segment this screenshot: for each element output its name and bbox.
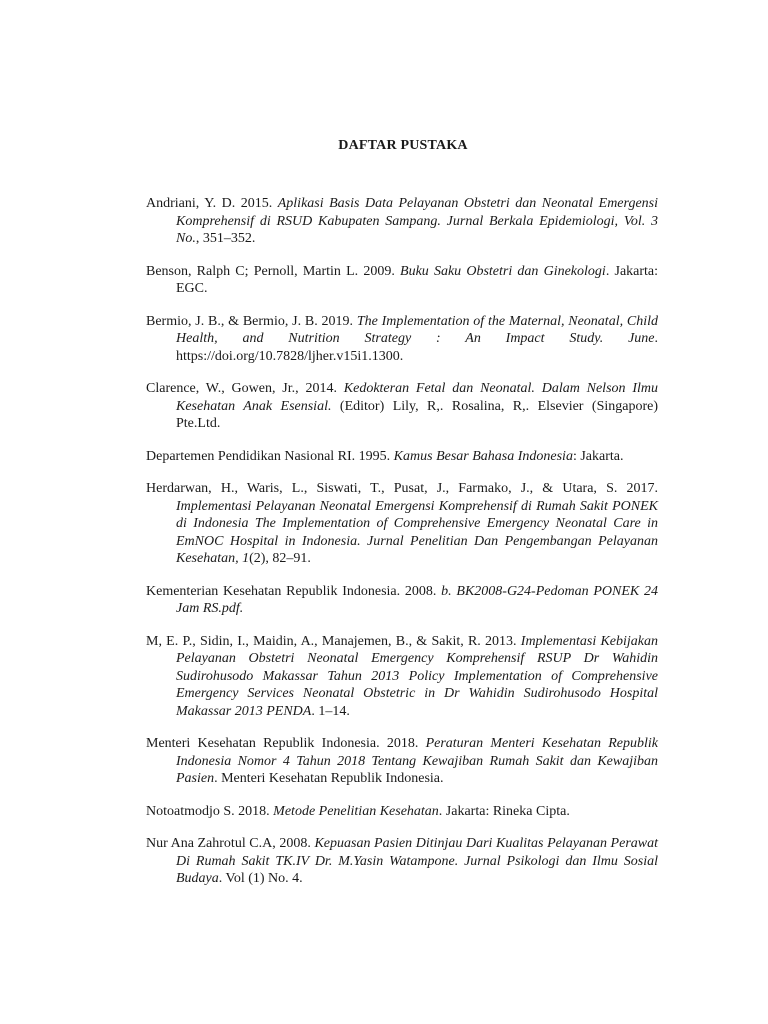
reference-authors-year: Nur Ana Zahrotul C.A, 2008. [146,836,315,851]
reference-list [146,195,658,903]
page-title: DAFTAR PUSTAKA [338,138,468,153]
reference-authors-year: Bermio, J. B., & Bermio, J. B. 2019. [146,313,357,329]
reference-details: (Editor) Lily, R,. Rosalina, R,. Elsevier (Singapore) Pte.Ltd. [176,398,658,431]
reference-title: b. BK2008-G24-Pedoman PONEK 24 Jam RS.pdf. [176,583,658,616]
reference-entry [146,633,658,721]
reference-entry [146,803,658,821]
reference-details: . Menteri Kesehatan Republik Indonesia. [214,771,444,786]
reference-entry [146,835,658,888]
reference-entry [146,195,658,248]
reference-entry [146,448,658,466]
reference-authors-year: Kementerian Kesehatan Republik Indonesia. 2008. [146,583,442,599]
reference-details: , 351–352. [195,231,256,246]
reference-details: . Vol (1) No. 4. [218,871,303,886]
reference-authors-year: Benson, Ralph C; Pernoll, Martin L. 2009. [146,263,401,279]
reference-authors-year: Clarence, W., Gowen, Jr., 2014. [146,381,344,396]
reference-title: Implementasi Kebijakan Pelayanan Obstetri Neonatal Emergency Komprehensif RSUP Dr Wahidin Sudirohusodo Makassar Tahun 2013 Policy Implementation of Comprehensive Emergency Services Neonatal Obstetric in Dr Wahidin Sudirohusodo Hospital Makassar 2013 PENDA [176,633,658,719]
reference-title: Peraturan Menteri Kesehatan Republik Indonesia Nomor 4 Tahun 2018 Tentang Kewajiban Rumah Sakit dan Kewajiban Pasien [176,736,658,786]
reference-details: . Jakarta: EGC. [176,263,659,296]
reference-title: Aplikasi Basis Data Pelayanan Obstetri dan Neonatal Emergensi Komprehensif di RSUD Kabupaten Sampang. Jurnal Berkala Epidemiologi, Vol. 3 No. [176,196,659,246]
reference-title: Kepuasan Pasien Ditinjau Dari Kualitas Pelayanan Perawat Di Rumah Sakit TK.IV Dr. M.Yasin Watampone. Jurnal Psikologi dan Ilmu Sosial Budaya [176,836,658,886]
reference-details: (2), 82–91. [249,551,311,566]
reference-authors-year: M, E. P., Sidin, I., Maidin, A., Manajemen, B., & Sakit, R. 2013. [146,633,521,649]
reference-entry [146,313,658,366]
reference-authors-year: Notoatmodjo S. 2018. [146,803,274,819]
reference-title: The Implementation of the Maternal, Neonatal, Child Health, and Nutrition Strategy : An Impact Study. June [176,313,658,346]
reference-authors-year: Andriani, Y. D. 2015. [146,196,278,211]
reference-title: Buku Saku Obstetri dan Ginekologi [400,263,606,279]
reference-entry [146,735,658,788]
reference-details: . https://doi.org/10.7828/ljher.v15i1.1300. [176,331,658,364]
reference-title: Kedokteran Fetal dan Neonatal. Dalam Nelson Ilmu Kesehatan Anak Esensial. [176,381,658,414]
reference-title: Implementasi Pelayanan Neonatal Emergensi Komprehensif di Rumah Sakit PONEK di Indonesia The Implementation of Comprehensive Emergency Neonatal Care in EmNOC Hospital in Indonesia. Jurnal Penelitian Dan Pengembangan Pelayanan Kesehatan, 1 [176,498,658,566]
reference-details: . 1–14. [311,703,350,719]
reference-authors-year: Departemen Pendidikan Nasional RI. 1995. [146,448,394,464]
reference-authors-year: Herdarwan, H., Waris, L., Siswati, T., Pusat, J., Farmako, J., & Utara, S. 2017. [146,481,658,496]
reference-entry [146,380,658,433]
reference-entry [146,583,658,618]
reference-title: Kamus Besar Bahasa Indonesia [393,448,573,464]
reference-details: : Jakarta. [572,448,624,464]
reference-authors-year: Menteri Kesehatan Republik Indonesia. 2018. [146,736,426,751]
reference-entry [146,263,658,298]
reference-details: . Jakarta: Rineka Cipta. [438,803,570,819]
reference-entry [146,480,658,568]
reference-title: Metode Penelitian Kesehatan [273,803,439,819]
